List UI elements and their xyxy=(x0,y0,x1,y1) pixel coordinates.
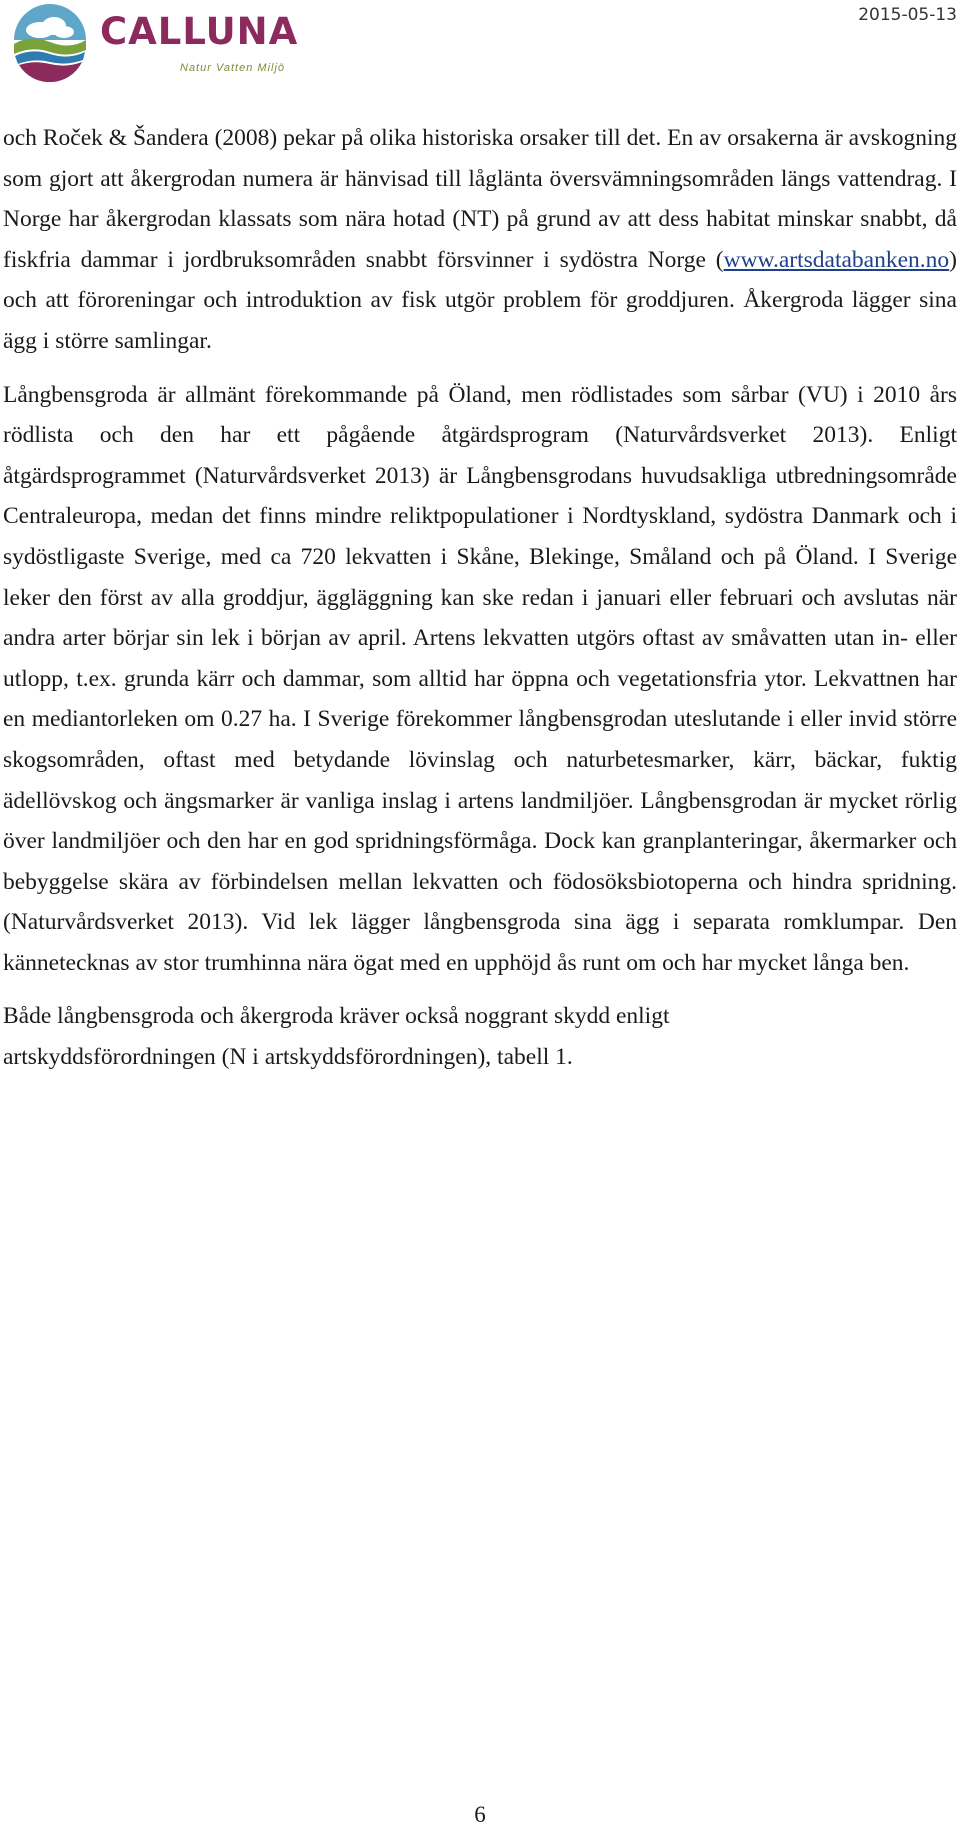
header-date: 2015-05-13 xyxy=(858,5,957,25)
document-body xyxy=(3,118,957,1078)
paragraph-akergroda xyxy=(3,118,957,362)
page-header xyxy=(0,0,960,90)
paragraph-text: ) och att föroreningar och introduktion av fisk utgör problem för groddjuren. Åkergroda lägger sina ägg i större samlingar. xyxy=(3,246,957,354)
calluna-logo xyxy=(10,4,300,82)
logo-tagline: Natur Vatten Miljö xyxy=(180,62,286,74)
page-number: 6 xyxy=(474,1802,486,1827)
logo-wordmark: CALLUNA xyxy=(100,10,299,53)
paragraph-protection xyxy=(3,996,957,1077)
paragraph-line: artskyddsförordningen (N i artskyddsförordningen), tabell 1. xyxy=(3,1044,573,1071)
calluna-emblem-icon xyxy=(10,4,90,82)
paragraph-langbensgroda: Långbensgroda är allmänt förekommande på Öland, men rödlistades som sårbar (VU) i 2010 års rödlista och den har ett pågående åtgärdsprogram (Naturvårdsverket 2013). Enligt åtgärdsprogrammet (Naturvårdsverket 2013) är Långbensgrodans huvudsakliga utbredningsområde Centraleuropa, medan det finns mindre reliktpopulationer i Nordtyskland, sydöstra Danmark och i sydöstligaste Sverige, med ca 720 lekvatten i Skåne, Blekinge, Småland och på Öland. I Sverige leker den först av alla groddjur, äggläggning kan ske redan i januari eller februari och avslutas när andra arter börjar sin lek i början av april. Artens lekvatten utgörs oftast av småvatten utan in- eller utlopp, t.ex. grunda kärr och dammar, som alltid har öppna och vegetationsfria ytor. Lekvattnen har en mediantorleken om 0.27 ha. I Sverige förekommer långbensgrodan uteslutande i eller invid större skogsområden, oftast med betydande lövinslag och naturbetesmarker, kärr, bäckar, fuktig ädellövskog och ängsmarker är vanliga inslag i artens landmiljöer. Långbensgrodan är mycket rörlig över landmiljöer och den har en god spridningsförmåga. Dock kan granplanteringar, åkermarker och bebyggelse skära av förbindelsen mellan lekvatten och födosöksbiotoperna och hindra spridning. (Naturvårdsverket 2013). Vid lek lägger långbensgroda sina ägg i separata romklumpar. Den kännetecknas av stor trumhinna nära ögat med en upphöjd ås runt om och har mycket långa ben. xyxy=(3,381,957,976)
paragraph-text: och Roček & Šandera (2008) pekar på olika historiska orsaker till det. En av orsakerna är avskogning som gjort att åkergrodan numera är hänvisad till låglänta översvämningsområden längs vattendrag. I Norge har åkergrodan klassats som nära hotad (NT) på grund av att dess habitat minskar snabbt, då fiskfria dammar i jordbruksområden snabbt försvinner i sydöstra Norge ( xyxy=(3,125,957,273)
paragraph-line: Både långbensgroda och åkergroda kräver också noggrant skydd enligt xyxy=(3,1003,670,1030)
artsdatabanken-link[interactable]: www.artsdatabanken.no xyxy=(723,246,950,273)
